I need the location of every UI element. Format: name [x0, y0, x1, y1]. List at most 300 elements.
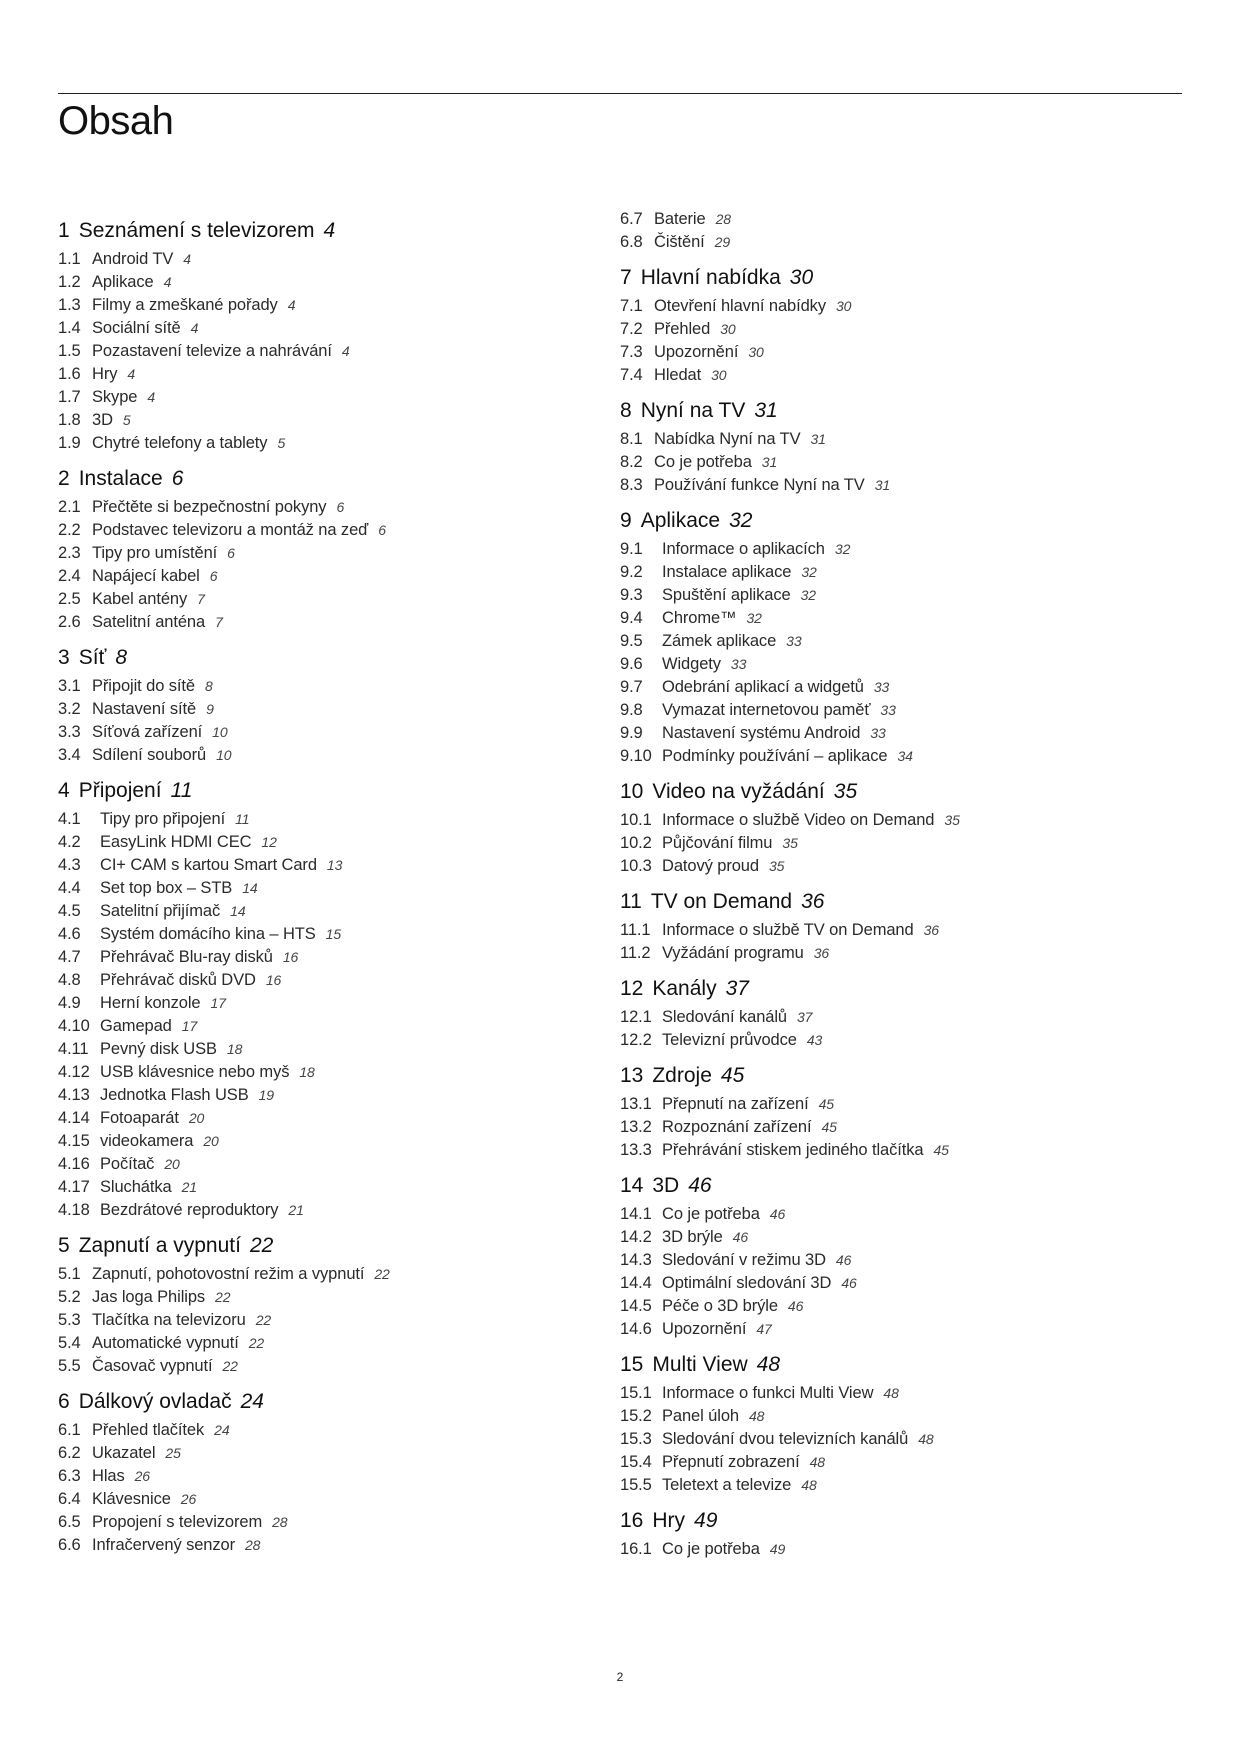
entry-number: 1.5	[58, 342, 81, 360]
entry-page: 24	[214, 1422, 230, 1438]
toc-entry[interactable]	[620, 1318, 1140, 1341]
entry-title: Baterie	[654, 210, 706, 228]
entry-title: Spuštění aplikace	[662, 586, 791, 604]
toc-entry[interactable]	[620, 1116, 1140, 1139]
entry-page: 20	[164, 1156, 180, 1172]
toc-entry[interactable]	[58, 432, 578, 455]
toc-entry[interactable]	[620, 1029, 1140, 1052]
toc-entry[interactable]	[58, 588, 578, 611]
toc-entry[interactable]	[58, 317, 578, 340]
entry-page: 35	[768, 858, 785, 874]
entry-number: 9.8	[620, 701, 643, 719]
chapter-heading[interactable]	[620, 1172, 1140, 1200]
entry-number: 6.8	[620, 233, 643, 251]
entry-number: 6.6	[58, 1536, 81, 1554]
toc-entry[interactable]	[58, 698, 578, 721]
toc-entry[interactable]	[58, 808, 578, 831]
toc-entry[interactable]	[620, 832, 1140, 855]
entry-number: 11.2	[620, 944, 651, 962]
chapter-number: 5	[58, 1234, 70, 1257]
entry-number: 4.2	[58, 833, 81, 851]
chapter-title: Zapnutí a vypnutí	[78, 1234, 241, 1257]
entry-number: 4.4	[58, 879, 81, 897]
toc-entry[interactable]	[620, 584, 1140, 607]
entry-title: Sociální sítě	[92, 319, 181, 337]
entry-number: 4.18	[58, 1201, 90, 1219]
toc-entry[interactable]	[620, 1451, 1140, 1474]
chapter-number: 7	[620, 266, 632, 289]
entry-page: 20	[203, 1133, 219, 1149]
chapter-page: 49	[694, 1509, 718, 1532]
toc-entry[interactable]	[620, 451, 1140, 474]
chapter-heading[interactable]	[620, 778, 1140, 806]
entry-page: 35	[782, 835, 798, 851]
entry-number: 9.4	[620, 609, 643, 627]
entry-title: Ukazatel	[92, 1444, 156, 1462]
toc-entry[interactable]	[620, 676, 1140, 699]
chapter-heading[interactable]	[620, 975, 1140, 1003]
toc-entry[interactable]	[58, 831, 578, 854]
chapter-heading[interactable]	[58, 465, 578, 493]
entry-number: 15.2	[620, 1407, 652, 1425]
entry-number: 6.5	[58, 1513, 81, 1531]
entry-number: 4.7	[58, 948, 81, 966]
entry-number: 10.3	[620, 857, 652, 875]
toc-left-column	[58, 217, 578, 1567]
toc-right-column	[620, 208, 1140, 1571]
entry-number: 14.5	[620, 1297, 652, 1315]
toc-chapter	[620, 1062, 1140, 1162]
entry-title: Satelitní přijímač	[100, 902, 221, 920]
entry-title: Jednotka Flash USB	[100, 1086, 249, 1104]
entry-page: 20	[188, 1110, 205, 1126]
entry-page: 36	[813, 945, 830, 961]
entry-number: 6.4	[58, 1490, 81, 1508]
entry-title: Skype	[92, 388, 138, 406]
toc-entry[interactable]	[58, 248, 578, 271]
toc-entry[interactable]	[620, 295, 1140, 318]
chapter-title: Aplikace	[640, 509, 721, 532]
entry-number: 12.2	[620, 1031, 652, 1049]
toc-chapter	[58, 465, 578, 634]
entry-title: Gamepad	[100, 1017, 172, 1035]
toc-entry[interactable]	[620, 699, 1140, 722]
toc-entry[interactable]	[620, 1006, 1140, 1029]
toc-entry[interactable]	[620, 318, 1140, 341]
toc-entry[interactable]	[58, 1465, 578, 1488]
entry-number: 4.16	[58, 1155, 90, 1173]
entry-number: 9.7	[620, 678, 643, 696]
chapter-number: 6	[58, 1390, 70, 1413]
entry-page: 10	[216, 747, 232, 763]
entry-number: 1.7	[58, 388, 81, 406]
entry-number: 16.1	[620, 1540, 652, 1558]
chapter-heading[interactable]	[620, 1062, 1140, 1090]
toc-entry[interactable]	[620, 474, 1140, 497]
chapter-heading[interactable]	[58, 217, 578, 245]
entry-number: 1.3	[58, 296, 81, 314]
entry-title: Zapnutí, pohotovostní režim a vypnutí	[92, 1265, 365, 1283]
toc-entry[interactable]	[620, 653, 1140, 676]
toc-entry[interactable]	[58, 923, 578, 946]
entry-number: 5.4	[58, 1334, 81, 1352]
toc-entry[interactable]	[58, 340, 578, 363]
entry-number: 1.1	[58, 250, 81, 268]
entry-title: Herní konzole	[100, 994, 201, 1012]
entry-title: Vymazat internetovou paměť	[662, 701, 871, 719]
entry-page: 5	[277, 435, 286, 451]
entry-number: 2.5	[58, 590, 81, 608]
entry-page: 6	[378, 522, 386, 538]
chapter-title: Zdroje	[652, 1064, 712, 1087]
entry-page: 6	[336, 499, 345, 515]
toc-entry[interactable]	[58, 1534, 578, 1557]
entry-page: 48	[918, 1431, 934, 1447]
chapter-page: 8	[115, 646, 128, 669]
toc-entry[interactable]	[620, 538, 1140, 561]
entry-title: Podmínky používání – aplikace	[662, 747, 888, 765]
chapter-title: Hlavní nabídka	[640, 266, 781, 289]
chapter-heading[interactable]	[620, 888, 1140, 916]
entry-page: 22	[248, 1335, 265, 1351]
toc-entry[interactable]	[620, 607, 1140, 630]
toc-entry[interactable]	[58, 1061, 578, 1084]
toc-entry[interactable]	[58, 675, 578, 698]
toc-chapter	[620, 1351, 1140, 1497]
entry-title: Přečtěte si bezpečnostní pokyny	[92, 498, 327, 516]
toc-entry[interactable]	[58, 1176, 578, 1199]
toc-entry[interactable]	[58, 1107, 578, 1130]
chapter-title: TV on Demand	[650, 890, 793, 913]
chapter-page: 32	[729, 509, 753, 532]
toc-entry[interactable]	[58, 1199, 578, 1222]
entry-title: Tipy pro umístění	[92, 544, 218, 562]
entry-title: Sledování dvou televizních kanálů	[662, 1430, 909, 1448]
entry-number: 13.3	[620, 1141, 652, 1159]
toc-entry[interactable]	[58, 1511, 578, 1534]
entry-number: 4.3	[58, 856, 81, 874]
toc-entry[interactable]	[58, 877, 578, 900]
entry-number: 3.3	[58, 723, 81, 741]
chapter-title: 3D	[652, 1174, 680, 1197]
entry-number: 14.4	[620, 1274, 652, 1292]
entry-title: Hry	[92, 365, 118, 383]
toc-entry[interactable]	[620, 919, 1140, 942]
entry-title: Optimální sledování 3D	[662, 1274, 832, 1292]
chapter-number: 2	[58, 467, 70, 490]
chapter-number: 10	[620, 780, 644, 803]
entry-page: 22	[374, 1266, 390, 1282]
entry-page: 7	[197, 591, 205, 607]
entry-number: 8.3	[620, 476, 643, 494]
entry-title: Časovač vypnutí	[92, 1357, 213, 1375]
entry-page: 6	[227, 545, 235, 561]
entry-title: Propojení s televizorem	[92, 1513, 263, 1531]
entry-title: Hledat	[654, 366, 702, 384]
entry-page: 45	[933, 1142, 949, 1158]
entry-number: 7.2	[620, 320, 643, 338]
entry-page: 10	[212, 724, 228, 740]
toc-entry[interactable]	[58, 900, 578, 923]
entry-title: Napájecí kabel	[92, 567, 200, 585]
entry-number: 4.1	[58, 810, 81, 828]
toc-entry[interactable]	[620, 1272, 1140, 1295]
chapter-number: 15	[620, 1353, 644, 1376]
toc-entry[interactable]	[620, 1405, 1140, 1428]
toc-entry[interactable]	[58, 1286, 578, 1309]
entry-number: 3.2	[58, 700, 81, 718]
chapter-title: Nyní na TV	[640, 399, 746, 422]
chapter-page: 30	[789, 266, 814, 289]
toc-entry[interactable]	[620, 855, 1140, 878]
entry-title: Sledování kanálů	[662, 1008, 787, 1026]
chapter-heading[interactable]	[58, 1388, 578, 1416]
chapter-number: 9	[620, 509, 632, 532]
entry-number: 4.13	[58, 1086, 90, 1104]
entry-number: 1.4	[58, 319, 81, 337]
toc-entry[interactable]	[58, 992, 578, 1015]
chapter-heading[interactable]	[620, 397, 1140, 425]
toc-entry[interactable]	[58, 565, 578, 588]
entry-title: Přepnutí zobrazení	[662, 1453, 800, 1471]
toc-entry[interactable]	[58, 409, 578, 432]
toc-entry[interactable]	[58, 1332, 578, 1355]
entry-number: 10.2	[620, 834, 652, 852]
chapter-title: Připojení	[78, 779, 162, 802]
entry-page: 21	[288, 1202, 304, 1218]
entry-number: 5.2	[58, 1288, 81, 1306]
entry-page: 25	[165, 1445, 181, 1461]
toc-entry[interactable]	[58, 1038, 578, 1061]
entry-title: Vyžádání programu	[662, 944, 804, 962]
chapter-title: Hry	[652, 1509, 686, 1532]
toc-entry[interactable]	[620, 1203, 1140, 1226]
entry-number: 5.3	[58, 1311, 81, 1329]
toc-chapter	[620, 1172, 1140, 1341]
chapter-heading[interactable]	[620, 1507, 1140, 1535]
entry-title: EasyLink HDMI CEC	[100, 833, 252, 851]
toc-entry[interactable]	[58, 1084, 578, 1107]
toc-entry[interactable]	[58, 386, 578, 409]
entry-page: 46	[835, 1252, 852, 1268]
toc-entry[interactable]	[620, 1382, 1140, 1405]
entry-page: 48	[809, 1454, 825, 1470]
entry-title: Sdílení souborů	[92, 746, 207, 764]
entry-number: 9.10	[620, 747, 652, 765]
entry-title: Rozpoznání zařízení	[662, 1118, 812, 1136]
toc-entry[interactable]	[58, 1309, 578, 1332]
toc-entry[interactable]	[620, 809, 1140, 832]
toc-entry[interactable]	[58, 1419, 578, 1442]
entry-title: CI+ CAM s kartou Smart Card	[100, 856, 317, 874]
chapter-page: 45	[720, 1064, 745, 1087]
entry-title: Filmy a zmeškané pořady	[92, 296, 278, 314]
entry-number: 4.6	[58, 925, 81, 943]
chapter-title: Síť	[78, 646, 107, 669]
entry-page: 31	[874, 477, 891, 493]
toc-entry[interactable]	[620, 1139, 1140, 1162]
toc-entry[interactable]	[58, 1442, 578, 1465]
toc-entry[interactable]	[620, 341, 1140, 364]
chapter-heading[interactable]	[620, 264, 1140, 292]
toc-entry[interactable]	[620, 1428, 1140, 1451]
entry-page: 36	[923, 922, 939, 938]
entry-page: 45	[821, 1119, 837, 1135]
toc-entry[interactable]	[58, 744, 578, 767]
chapter-heading[interactable]	[58, 777, 578, 805]
entry-title: Síťová zařízení	[92, 723, 203, 741]
entry-page: 4	[287, 297, 296, 313]
toc-entry[interactable]	[620, 1474, 1140, 1497]
entry-title: Co je potřeba	[662, 1205, 760, 1223]
chapter-heading[interactable]	[620, 507, 1140, 535]
entry-number: 2.6	[58, 613, 81, 631]
entry-title: Podstavec televizoru a montáž na zeď	[92, 521, 369, 539]
entry-page: 33	[786, 633, 802, 649]
toc-chapter	[620, 1507, 1140, 1561]
entry-title: 3D	[92, 411, 113, 429]
toc-entry[interactable]	[58, 1263, 578, 1286]
chapter-heading[interactable]	[620, 1351, 1140, 1379]
entry-page: 16	[282, 949, 299, 965]
entry-page: 15	[325, 926, 342, 942]
entry-page: 35	[944, 812, 960, 828]
entry-title: Kabel antény	[92, 590, 188, 608]
toc-entry[interactable]	[620, 1538, 1140, 1561]
entry-title: Systém domácího kina – HTS	[100, 925, 316, 943]
entry-title: Používání funkce Nyní na TV	[654, 476, 865, 494]
entry-number: 7.1	[620, 297, 643, 315]
toc-entry[interactable]	[620, 1226, 1140, 1249]
entry-page: 28	[272, 1514, 288, 1530]
toc-entry[interactable]	[620, 1249, 1140, 1272]
toc-chapter	[620, 507, 1140, 768]
entry-number: 9.9	[620, 724, 643, 742]
toc-entry[interactable]	[620, 208, 1140, 231]
chapter-heading[interactable]	[58, 1232, 578, 1260]
entry-page: 29	[714, 234, 731, 250]
toc-entry[interactable]	[620, 630, 1140, 653]
entry-page: 17	[181, 1018, 198, 1034]
entry-number: 2.1	[58, 498, 81, 516]
entry-title: Připojit do sítě	[92, 677, 195, 695]
entry-title: Pevný disk USB	[100, 1040, 217, 1058]
entry-page: 30	[835, 298, 852, 314]
entry-page: 6	[209, 568, 218, 584]
entry-page: 49	[769, 1541, 786, 1557]
toc-entry[interactable]	[58, 542, 578, 565]
toc-entry[interactable]	[620, 428, 1140, 451]
toc-entry[interactable]	[620, 364, 1140, 387]
toc-chapter	[620, 264, 1140, 387]
entry-title: USB klávesnice nebo myš	[100, 1063, 290, 1081]
entry-number: 15.5	[620, 1476, 652, 1494]
toc-entry[interactable]	[58, 271, 578, 294]
entry-number: 10.1	[620, 811, 652, 829]
chapter-page: 6	[171, 467, 184, 490]
chapter-page: 24	[240, 1390, 264, 1413]
toc-entry[interactable]	[620, 722, 1140, 745]
entry-number: 14.2	[620, 1228, 652, 1246]
toc-entry[interactable]	[58, 496, 578, 519]
entry-title: Co je potřeba	[662, 1540, 760, 1558]
toc-entry[interactable]	[620, 942, 1140, 965]
entry-page: 32	[834, 541, 851, 557]
toc-entry[interactable]	[58, 1488, 578, 1511]
entry-page: 47	[756, 1321, 772, 1337]
toc-entry[interactable]	[58, 519, 578, 542]
toc-entry[interactable]	[58, 854, 578, 877]
toc-entry[interactable]	[620, 1295, 1140, 1318]
toc-entry[interactable]	[58, 969, 578, 992]
toc-entry[interactable]	[58, 611, 578, 634]
entry-page: 28	[245, 1537, 261, 1553]
toc-entry[interactable]	[58, 1355, 578, 1378]
chapter-page: 37	[725, 977, 749, 1000]
toc-entry[interactable]	[620, 1093, 1140, 1116]
toc-entry[interactable]	[58, 294, 578, 317]
chapter-number: 13	[620, 1064, 644, 1087]
entry-title: Set top box – STB	[100, 879, 233, 897]
entry-title: Televizní průvodce	[662, 1031, 797, 1049]
entry-number: 8.2	[620, 453, 643, 471]
entry-page: 45	[818, 1096, 834, 1112]
toc-entry[interactable]	[620, 231, 1140, 254]
toc-entry[interactable]	[620, 561, 1140, 584]
chapter-heading[interactable]	[58, 644, 578, 672]
toc-entry[interactable]	[620, 745, 1140, 768]
chapter-number: 11	[620, 890, 642, 913]
entry-page: 26	[134, 1468, 150, 1484]
entry-title: Čištění	[654, 233, 705, 251]
toc-entry[interactable]	[58, 946, 578, 969]
entry-page: 19	[258, 1087, 274, 1103]
chapter-title: Video na vyžádání	[652, 780, 825, 803]
toc-chapter	[58, 1232, 578, 1378]
entry-number: 1.6	[58, 365, 81, 383]
toc-entry[interactable]	[58, 721, 578, 744]
toc-entry[interactable]	[58, 363, 578, 386]
entry-title: Přehled tlačítek	[92, 1421, 205, 1439]
chapter-number: 8	[620, 399, 632, 422]
chapter-page: 36	[801, 890, 825, 913]
entry-number: 9.1	[620, 540, 643, 558]
toc-entry[interactable]	[58, 1130, 578, 1153]
toc-chapter	[58, 777, 578, 1222]
chapter-number: 4	[58, 779, 70, 802]
toc-continued	[620, 208, 1140, 254]
toc-chapter	[58, 644, 578, 767]
entry-title: Přehled	[654, 320, 711, 338]
page-title: Obsah	[58, 99, 174, 143]
entry-number: 1.2	[58, 273, 81, 291]
entry-page: 9	[206, 701, 214, 717]
toc-entry[interactable]	[58, 1153, 578, 1176]
entry-page: 33	[873, 679, 890, 695]
entry-title: Chytré telefony a tablety	[92, 434, 268, 452]
entry-number: 4.9	[58, 994, 81, 1012]
chapter-page: 4	[323, 219, 336, 242]
entry-page: 28	[715, 211, 731, 227]
entry-page: 26	[180, 1491, 197, 1507]
entry-title: Informace o službě Video on Demand	[662, 811, 935, 829]
chapter-number: 14	[620, 1174, 644, 1197]
entry-page: 33	[730, 656, 747, 672]
toc-entry[interactable]	[58, 1015, 578, 1038]
entry-title: Půjčování filmu	[662, 834, 773, 852]
entry-page: 4	[183, 251, 191, 267]
entry-number: 9.3	[620, 586, 643, 604]
